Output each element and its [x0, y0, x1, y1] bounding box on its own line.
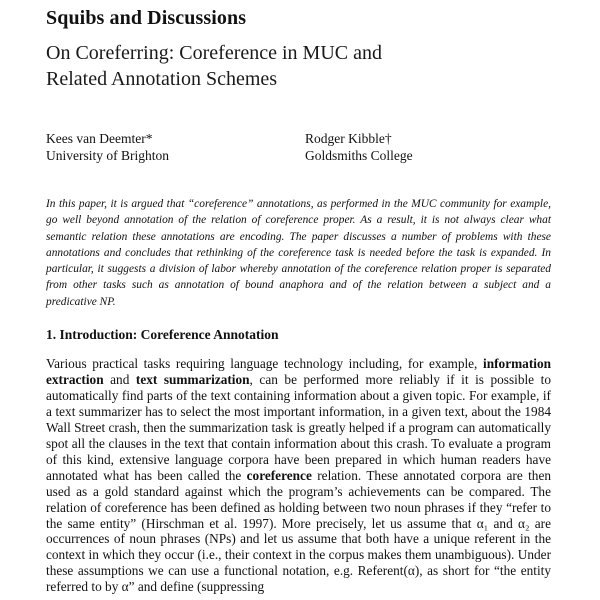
body-text-run: relation. These annotated corpora are then used as a gold standard against which the program’s achievements can be compared. The relation of coreference has been defined as holding between two noun phrases if they “refer to the same entity” (Hirschman et al. 1997). More precisely, let us assume that α₁ and α₂ are occurrences of noun phrases (NPs) and let us assume that both have a unique referent in the context in which they occur (i.e., their context in the corpus makes them unambiguous). Under these assumptions we can use a functional notation, e.g. Referent(α), as short for “the entity referred to by α” and define (suppressing — [46, 467, 552, 595]
body-text-run: Various practical tasks requiring language technology including, for example, — [46, 356, 484, 371]
author-block-1 — [46, 130, 169, 164]
author-name: Rodger Kibble† — [305, 131, 392, 146]
author-affiliation: Goldsmiths College — [305, 148, 413, 163]
term-information-extraction: information extraction — [46, 356, 551, 387]
author-name: Kees van Deemter* — [46, 131, 153, 146]
section-heading: 1. Introduction: Coreference Annotation — [46, 327, 279, 342]
author-block-2 — [305, 130, 413, 164]
author-affiliation: University of Brighton — [46, 148, 169, 163]
section-label: Squibs and Discussions — [46, 7, 247, 29]
title-line-2: Related Annotation Schemes — [46, 68, 278, 90]
body-paragraph — [46, 356, 551, 595]
term-text-summarization: text summarization — [135, 371, 250, 387]
body-text-run: and — [103, 371, 136, 387]
paper-title — [46, 40, 566, 92]
term-coreference: coreference — [246, 467, 312, 483]
body-text-run: , can be performed more reliably if it is possible to automatically find parts of the text containing information about a given topic. For example, if a text summarizer has to select the most important information, in a given text, about the 1984 Wall Street crash, then the summarization task is greatly helped if a program can automatically spot all the clauses in the text that contain information about this crash. To evaluate a program of this kind, extensive language corpora have been prepared in which human readers have annotated what has been called the — [46, 371, 551, 483]
abstract: In this paper, it is argued that “coreference” annotations, as performed in the MUC community for example, go well beyond annotation of the relation of coreference proper. As a result, it is not always clear what semantic relation these annotations are encoding. The paper discusses a number of problems with these annotations and concludes that rethinking of the coreference task is needed before the task is expanded. In particular, it suggests a division of labor whereby annotation of the coreference relation proper is separated from other tasks such as annotation of bound anaphora and of the relation between a subject and a predicative NP. — [46, 198, 551, 308]
title-line-1: On Coreferring: Coreference in MUC and — [46, 42, 382, 64]
